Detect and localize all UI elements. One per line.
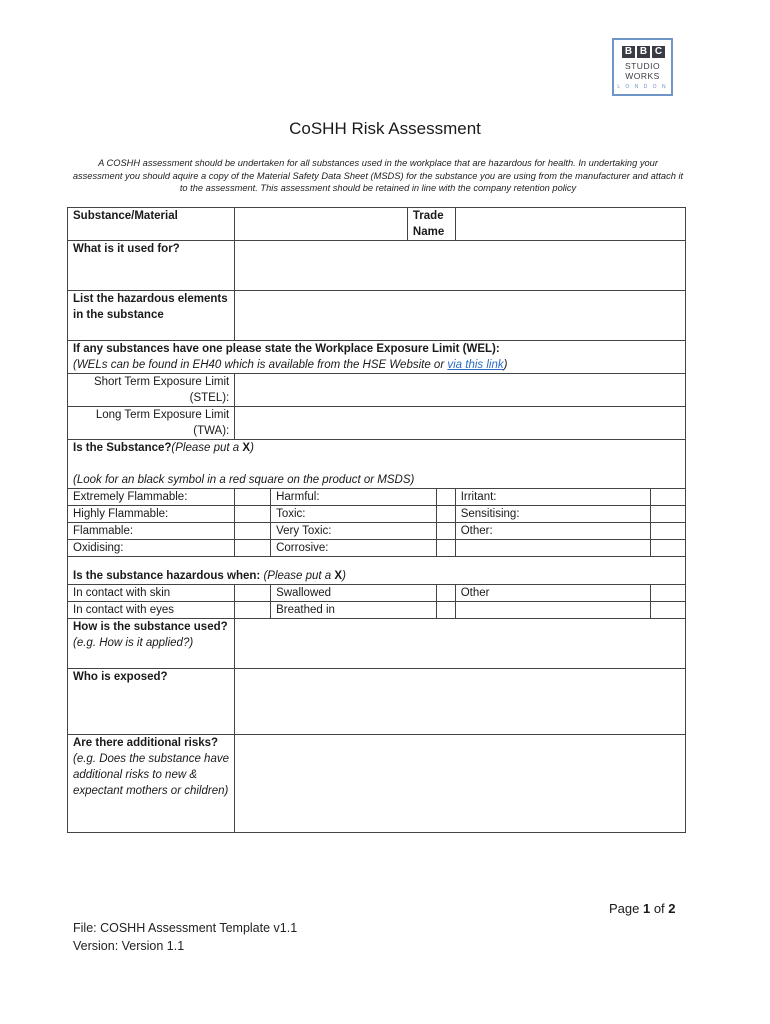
bbc-studioworks-logo: [612, 38, 673, 96]
hazard-label: Sensitising:: [455, 506, 650, 523]
hazard-label: Highly Flammable:: [68, 506, 235, 523]
page-number: Page 1 of 2: [609, 901, 676, 916]
exposure-checkbox[interactable]: [437, 602, 455, 619]
additional-risks-label: Are there additional risks? (e.g. Does the substance have additional risks to new & expectant mothers or children): [68, 735, 235, 833]
hazard-label: [455, 540, 650, 557]
used-for-field[interactable]: [235, 241, 686, 291]
hazard-checkbox[interactable]: [437, 506, 455, 523]
assessment-form: [67, 207, 686, 833]
hazard-checkbox[interactable]: [235, 506, 271, 523]
hazard-label: Oxidising:: [68, 540, 235, 557]
logo-works: WORKS: [625, 71, 660, 81]
hse-link[interactable]: via this link: [447, 359, 504, 371]
hazard-label: Corrosive:: [271, 540, 437, 557]
trade-name-field[interactable]: [455, 208, 685, 241]
hazard-checkbox[interactable]: [235, 489, 271, 506]
hazard-checkbox[interactable]: [651, 540, 686, 557]
hazardous-elements-field[interactable]: [235, 291, 686, 341]
hazard-checkbox[interactable]: [437, 540, 455, 557]
hazard-checkbox[interactable]: [651, 506, 686, 523]
hazard-label: Toxic:: [271, 506, 437, 523]
exposure-checkbox[interactable]: [235, 602, 271, 619]
hazard-row: [68, 523, 686, 540]
footer-version: Version: Version 1.1: [73, 939, 185, 953]
substance-field[interactable]: [235, 208, 408, 241]
stel-field[interactable]: [235, 374, 686, 407]
hazard-row: [68, 540, 686, 557]
hazard-checkbox[interactable]: [437, 489, 455, 506]
stel-label: Short Term Exposure Limit (STEL):: [68, 374, 235, 407]
substance-label: Substance/Material: [68, 208, 235, 241]
twa-field[interactable]: [235, 407, 686, 440]
how-used-label: How is the substance used? (e.g. How is it applied?): [68, 619, 235, 669]
wel-heading: If any substances have one please state the Workplace Exposure Limit (WEL):: [73, 343, 500, 355]
exposure-label: In contact with eyes: [68, 602, 235, 619]
hazard-label: Other:: [455, 523, 650, 540]
logo-london: L O N D O N: [617, 84, 668, 90]
hazard-row: [68, 506, 686, 523]
logo-studio: STUDIO: [624, 61, 661, 71]
hazard-label: Irritant:: [455, 489, 650, 506]
footer-file: File: COSHH Assessment Template v1.1: [73, 921, 298, 935]
exposure-label: In contact with skin: [68, 585, 235, 602]
hazard-checkbox[interactable]: [437, 523, 455, 540]
hazard-checkbox[interactable]: [235, 523, 271, 540]
hazardous-elements-label: List the hazardous elements in the substance: [68, 291, 235, 341]
logo-letter: C: [652, 46, 665, 58]
used-for-label: What is it used for?: [68, 241, 235, 291]
exposure-row: [68, 602, 686, 619]
hazard-checkbox[interactable]: [235, 540, 271, 557]
footer-info: [73, 919, 297, 955]
hazard-label: Flammable:: [68, 523, 235, 540]
trade-name-label: Trade Name: [407, 208, 455, 241]
additional-risks-field[interactable]: [235, 735, 686, 833]
intro-paragraph: A COSHH assessment should be undertaken for all substances used in the workplace that are hazardous for health. In undertaking your assessment you should aquire a copy of the Material Safety Data Sheet (MSDS) for the substance you are using from the manufacturer and attach it to the assessment. This assessment should be retained in line with the company retention policy: [72, 158, 684, 193]
how-used-field[interactable]: [235, 619, 686, 669]
who-exposed-label: Who is exposed?: [68, 669, 235, 735]
exposure-label: Other: [455, 585, 650, 602]
exposure-label: [455, 602, 650, 619]
is-substance-heading: Is the Substance?(Please put a X): [73, 442, 254, 454]
twa-label: Long Term Exposure Limit (TWA):: [68, 407, 235, 440]
is-substance-section: [68, 440, 686, 489]
exposure-label: Breathed in: [271, 602, 437, 619]
how-used-example: (e.g. How is it applied?): [73, 637, 194, 649]
wel-section: [68, 341, 686, 374]
exposure-checkbox[interactable]: [651, 585, 686, 602]
exposure-checkbox[interactable]: [651, 602, 686, 619]
additional-risks-example: (e.g. Does the substance have additional risks to new & expectant mothers or children): [73, 753, 229, 797]
hazardous-when-heading: Is the substance hazardous when: (Please put a X): [68, 557, 686, 585]
hazard-checkbox[interactable]: [651, 489, 686, 506]
hazard-label: Extremely Flammable:: [68, 489, 235, 506]
hazard-label: Very Toxic:: [271, 523, 437, 540]
symbol-note: (Look for an black symbol in a red square on the product or MSDS): [73, 474, 415, 486]
exposure-label: Swallowed: [271, 585, 437, 602]
hazard-checkbox[interactable]: [651, 523, 686, 540]
wel-note: (WELs can be found in EH40 which is available from the HSE Website or via this link): [73, 359, 508, 371]
exposure-row: [68, 585, 686, 602]
hazard-label: Harmful:: [271, 489, 437, 506]
hazard-row: [68, 489, 686, 506]
document-title: CoSHH Risk Assessment: [289, 119, 481, 138]
exposure-checkbox[interactable]: [235, 585, 271, 602]
logo-letter: B: [622, 46, 635, 58]
exposure-checkbox[interactable]: [437, 585, 455, 602]
logo-letter: B: [637, 46, 650, 58]
who-exposed-field[interactable]: [235, 669, 686, 735]
